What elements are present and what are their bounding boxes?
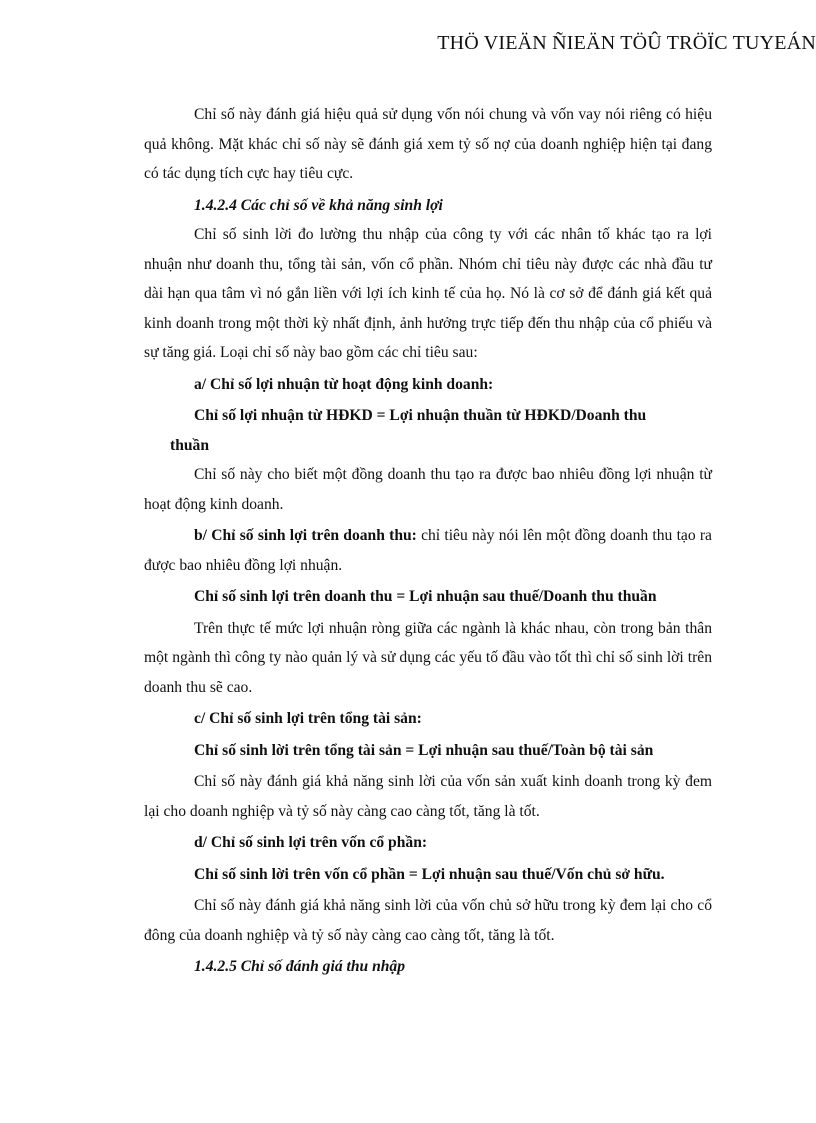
paragraph-profitability-intro: Chỉ số sinh lời đo lường thu nhập của công ty với các nhân tố khác tạo ra lợi nhuận như doanh thu, tổng tài sản, vốn cổ phần. Nhóm chỉ tiêu này được các nhà đầu tư dài hạn qua tâm vì nó gắn liền với lợi ích kinh tế của họ. Nó là cơ sở để đánh giá kết quả kinh doanh trong một thời kỳ nhất định, ảnh hưởng trực tiếp đến thu nhập của cổ phiếu và sự tăng giá. Loại chỉ số này bao gồm các chỉ tiêu sau: — [144, 226, 712, 361]
document-body — [144, 100, 712, 982]
page-header: THÖ VIEÄN ÑIEÄN TÖÛ TRÖÏC TUYEÁN — [437, 32, 816, 54]
paragraph-return-on-revenue — [144, 521, 712, 580]
formula-return-on-equity: Chỉ số sinh lời trên vốn cổ phần = Lợi nhuận sau thuế/Vốn chủ sở hữu. — [194, 865, 665, 883]
subheading-return-on-assets: c/ Chỉ số sinh lợi trên tổng tài sản: — [194, 710, 422, 727]
formula-return-on-revenue: Chỉ số sinh lợi trên doanh thu = Lợi nhuận sau thuế/Doanh thu thuần — [194, 588, 657, 605]
formula-operating-profit — [144, 401, 712, 460]
paragraph-return-on-equity-meaning: Chỉ số này đánh giá khả năng sinh lời của vốn chủ sở hữu trong kỳ đem lại cho cổ đông của doanh nghiệp và tỷ số này càng cao càng tốt, tăng là tốt. — [144, 897, 712, 944]
return-on-revenue-description: chỉ tiêu này nói lên một đồng doanh thu tạo ra được bao nhiêu đồng lợi nhuận. — [144, 527, 712, 574]
subheading-operating-profit: a/ Chỉ số lợi nhuận từ hoạt động kinh doanh: — [194, 375, 494, 393]
paragraph-debt-effect: Chỉ số này đánh giá hiệu quả sử dụng vốn nói chung và vốn vay nói riêng có hiệu quả không. Mặt khác chỉ số này sẽ đánh giá xem tỷ số nợ của doanh nghiệp hiện tại đang có tác dụng tích cực hay tiêu cực. — [144, 106, 712, 182]
subheading-return-on-equity: d/ Chỉ số sinh lợi trên vốn cổ phần: — [194, 834, 428, 851]
paragraph-return-on-assets-meaning: Chỉ số này đánh giá khả năng sinh lời của vốn sản xuất kinh doanh trong kỳ đem lại cho doanh nghiệp và tỷ số này càng cao càng tốt, tăng là tốt. — [144, 773, 712, 820]
section-heading-profitability: 1.4.2.4 Các chỉ số về khả năng sinh lợi — [194, 196, 443, 214]
section-heading-income-ratios: 1.4.2.5 Chỉ số đánh giá thu nhập — [194, 958, 406, 975]
formula-operating-profit-tail: thuần — [170, 436, 210, 454]
paragraph-industry-comparison: Trên thực tế mức lợi nhuận ròng giữa các ngành là khác nhau, còn trong bản thân một ngành thì công ty nào quản lý và sử dụng các yếu tố đầu vào tốt thì chỉ số sinh lời trên doanh thu sẽ cao. — [144, 619, 712, 696]
formula-return-on-assets: Chỉ số sinh lời trên tổng tài sản = Lợi nhuận sau thuế/Toàn bộ tài sản — [194, 741, 654, 759]
formula-operating-profit-main: Chỉ số lợi nhuận từ HĐKD = Lợi nhuận thuần từ HĐKD/Doanh thu — [194, 407, 647, 424]
paragraph-operating-profit-meaning: Chỉ số này cho biết một đồng doanh thu tạo ra được bao nhiêu đồng lợi nhuận từ hoạt động kinh doanh. — [144, 466, 712, 513]
subheading-return-on-revenue: b/ Chỉ số sinh lợi trên doanh thu: — [194, 527, 417, 544]
